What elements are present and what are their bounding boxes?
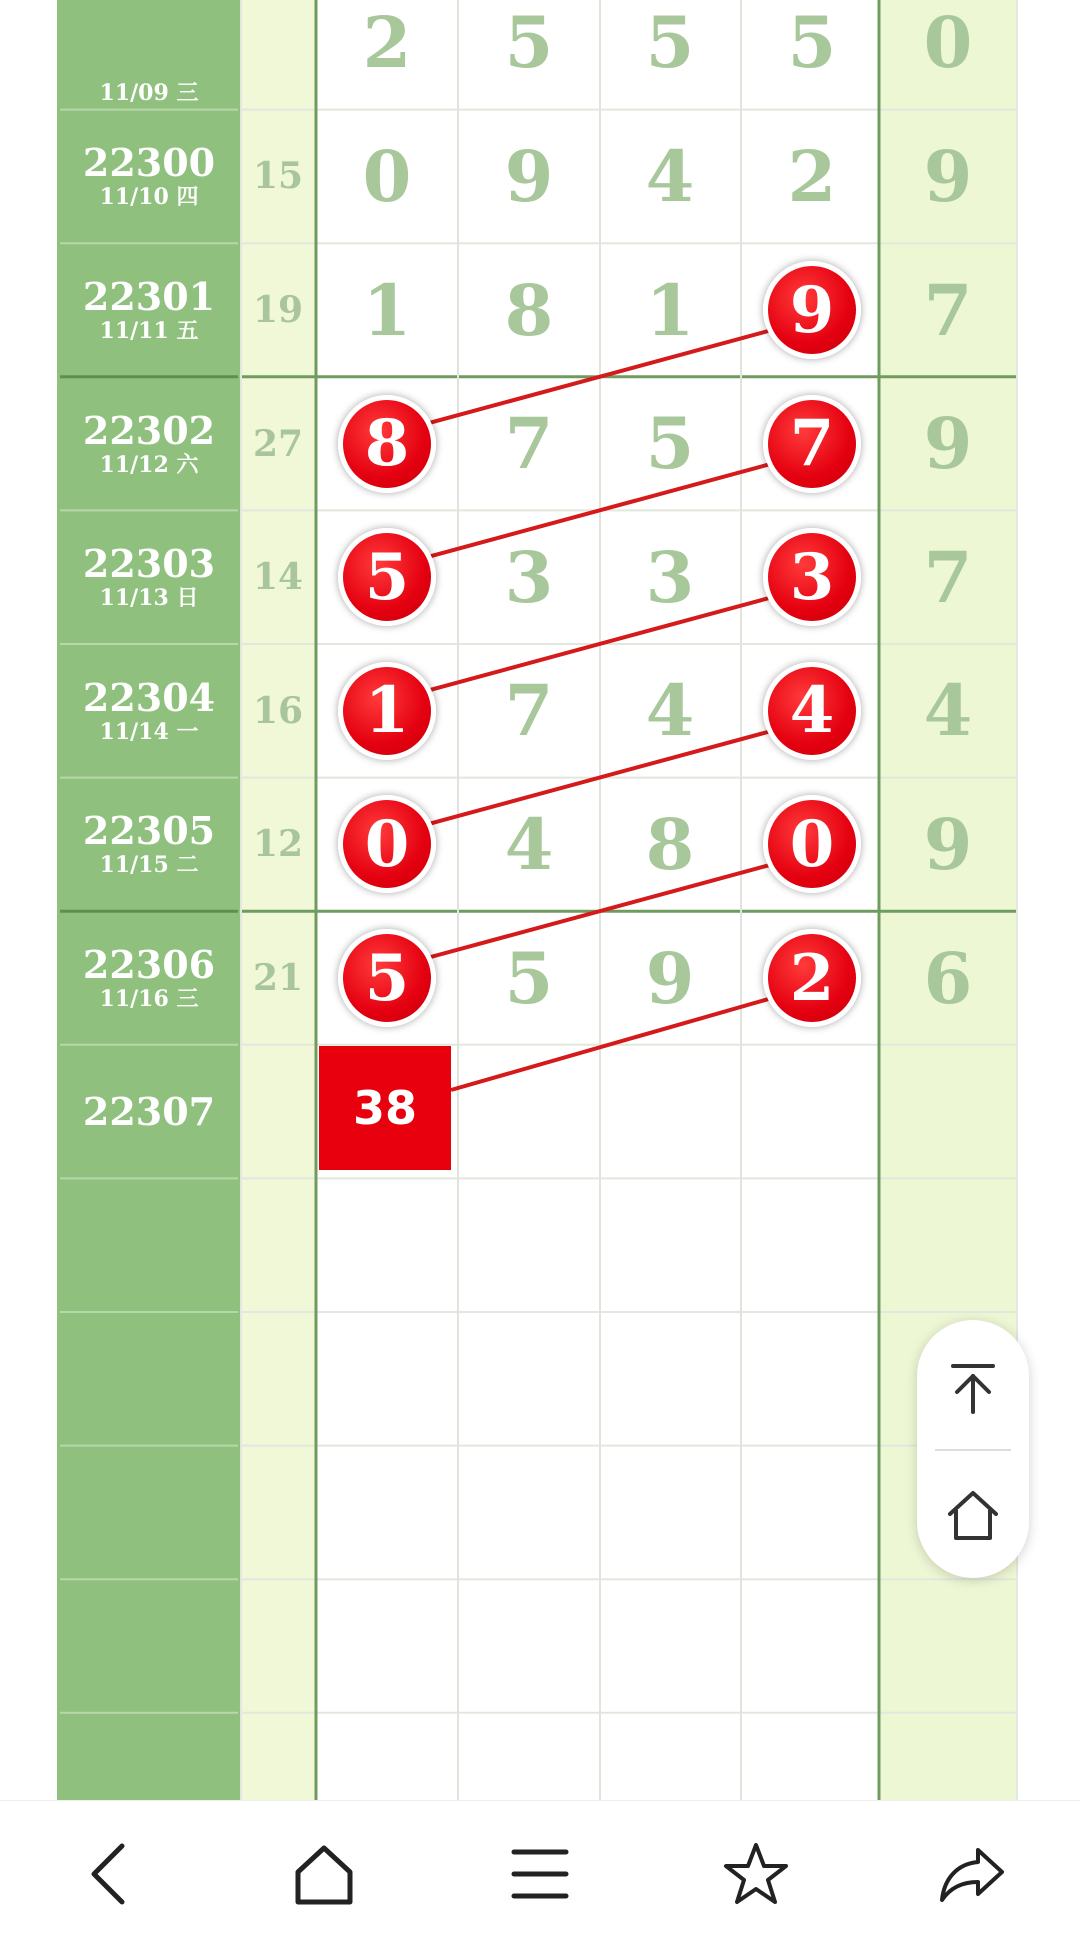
share-arrow-icon [938, 1844, 1006, 1904]
ball-digit: 3 [789, 539, 835, 615]
digit-cell-text: 0 [362, 134, 412, 218]
issue-number: 22305 [82, 808, 216, 854]
highlight-ball [338, 929, 436, 1027]
panel-divider [935, 1449, 1011, 1451]
highlight-ball [763, 662, 861, 760]
ball-digit: 4 [789, 673, 835, 749]
favorite-button[interactable] [648, 1801, 864, 1947]
digit-cell-text: 3 [645, 535, 695, 619]
issue-number: 22300 [82, 140, 216, 186]
digit-cell-text: 5 [645, 402, 695, 486]
ball-digit: 8 [364, 406, 410, 482]
digit-cell-text: 8 [504, 268, 554, 352]
digit-cell-text: 1 [645, 268, 695, 352]
ball-digit: 7 [789, 406, 835, 482]
sum-cell-text: 21 [252, 957, 304, 999]
issue-number: 22304 [82, 674, 216, 720]
issue-date: 11/16 三 [99, 985, 199, 1012]
highlight-ball [338, 395, 436, 493]
ball-digit: 0 [789, 806, 835, 882]
highlight-ball [338, 528, 436, 626]
home-outline-icon [292, 1842, 356, 1906]
last-digit-cell-text: 0 [923, 1, 973, 85]
digit-cell-text: 5 [645, 1, 695, 85]
ball-digit: 0 [364, 806, 410, 882]
last-digit-cell-text: 7 [923, 268, 973, 352]
issue-number: 22307 [82, 1088, 216, 1134]
connector-line [427, 864, 772, 958]
digit-cell-text: 4 [645, 669, 695, 753]
sum-cell-text: 19 [252, 289, 304, 331]
digit-cell-text: 8 [645, 802, 695, 886]
issue-date: 11/13 日 [99, 585, 199, 612]
digit-cell-text: 4 [645, 134, 695, 218]
connector-line [427, 597, 772, 691]
ball-digit: 5 [364, 940, 410, 1016]
last-digit-cell-text: 4 [923, 669, 973, 753]
last-digit-cell-text: 7 [923, 535, 973, 619]
issue-number: 22301 [82, 273, 216, 319]
last-digit-cell-text: 9 [923, 402, 973, 486]
sum-cell-text: 14 [252, 556, 304, 599]
digit-cell-text: 9 [645, 936, 695, 1020]
last-digit-cell-text: 6 [923, 936, 973, 1020]
floating-action-panel [917, 1320, 1029, 1578]
issue-date: 11/14 一 [99, 718, 199, 745]
prediction-box [319, 1046, 451, 1170]
highlight-ball [763, 261, 861, 359]
home-nav-button[interactable] [216, 1801, 432, 1947]
bottom-navigation-bar [0, 1800, 1080, 1947]
back-to-top-button[interactable] [917, 1334, 1029, 1444]
back-to-top-icon [949, 1362, 997, 1416]
digit-cell-text: 7 [504, 669, 554, 753]
issue-number: 22303 [82, 541, 216, 587]
issue-date: 11/12 六 [99, 451, 199, 478]
digit-cell-text: 5 [504, 936, 554, 1020]
menu-icon [510, 1846, 570, 1902]
sum-cell-text: 12 [252, 823, 304, 866]
digit-cell-text: 5 [787, 1, 837, 85]
prediction-value: 38 [352, 1081, 417, 1135]
highlight-ball [338, 795, 436, 893]
digit-cell-text: 2 [787, 134, 837, 218]
issue-date: 11/10 四 [99, 184, 199, 211]
digit-cell-text: 9 [504, 134, 554, 218]
highlight-ball [763, 929, 861, 1027]
digit-cell-text: 3 [504, 535, 554, 619]
home-button[interactable] [917, 1460, 1029, 1570]
highlight-ball [763, 795, 861, 893]
connector-line [427, 330, 772, 424]
issue-number: 22302 [82, 407, 216, 453]
connector-line [427, 731, 772, 825]
sum-cell-text: 27 [252, 422, 304, 465]
issue-date: 11/09 三 [99, 79, 199, 106]
ball-digit: 1 [364, 673, 410, 749]
ball-digit: 5 [364, 539, 410, 615]
connector-line [427, 464, 772, 558]
highlight-ball [763, 528, 861, 626]
ball-digit: 2 [789, 940, 835, 1016]
star-icon [722, 1841, 790, 1907]
menu-button[interactable] [432, 1801, 648, 1947]
highlight-ball [763, 395, 861, 493]
digit-cell-text: 1 [362, 268, 412, 352]
digit-cell-text: 5 [504, 1, 554, 85]
home-icon [946, 1488, 1000, 1542]
back-button[interactable] [0, 1801, 216, 1947]
digit-cell-text: 7 [504, 402, 554, 486]
share-button[interactable] [864, 1801, 1080, 1947]
last-digit-cell-text: 9 [923, 802, 973, 886]
highlight-ball [338, 662, 436, 760]
issue-date: 11/15 二 [99, 852, 199, 879]
issue-date: 11/11 五 [99, 317, 199, 344]
sum-cell-text: 15 [252, 155, 304, 198]
sum-cell-text: 16 [252, 689, 304, 732]
ball-digit: 9 [789, 272, 835, 348]
digit-cell-text: 2 [362, 1, 412, 85]
digit-cell-text: 4 [504, 802, 554, 886]
issue-number: 22306 [82, 941, 216, 987]
chevron-left-icon [88, 1842, 128, 1906]
connector-line [451, 998, 772, 1090]
last-digit-cell-text: 9 [923, 134, 973, 218]
